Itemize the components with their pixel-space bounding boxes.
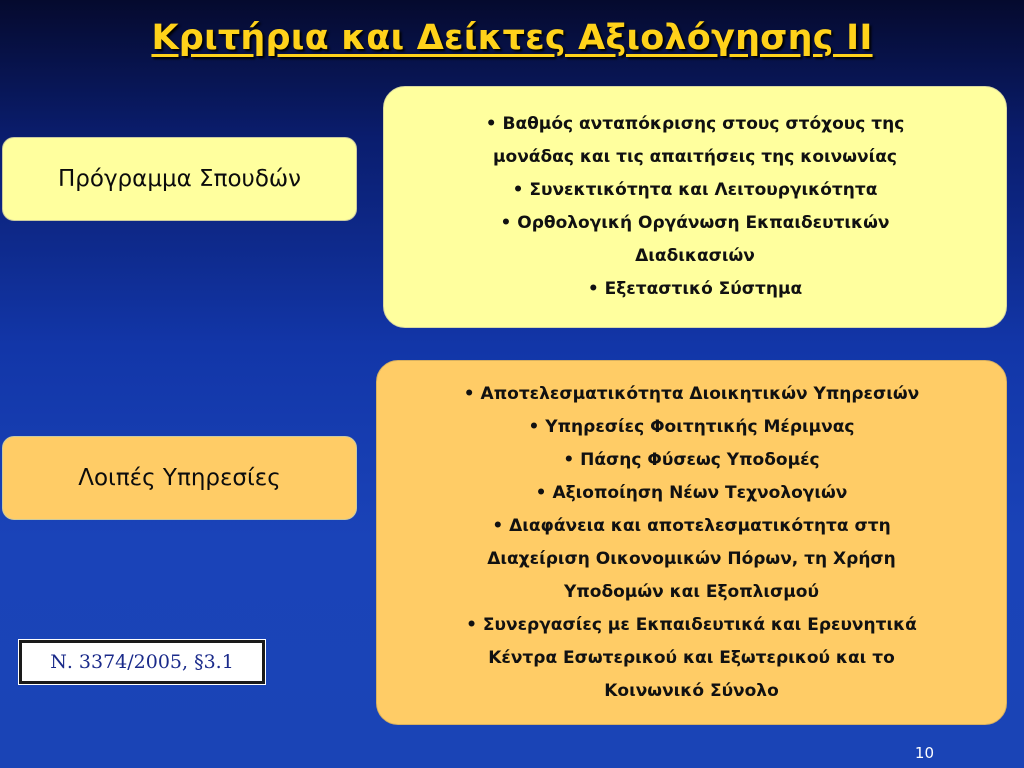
curriculum-criteria-line: Διαδικασιών [635,246,755,266]
services-criteria-line: • Υπηρεσίες Φοιτητικής Μέριμνας [528,416,855,437]
services-criteria-line: • Αξιοποίηση Νέων Τεχνολογιών [535,482,848,503]
curriculum-label-box [2,137,357,221]
page-number: 10 [914,744,934,762]
curriculum-criteria-line: • Εξεταστικό Σύστημα [587,279,803,299]
curriculum-criteria-box [383,86,1007,328]
services-criteria-line: Υποδομών και Εξοπλισμού [564,581,819,602]
curriculum-criteria-line: μονάδας και τις απαιτήσεις της κοινωνίας [493,147,897,167]
curriculum-criteria-line: • Ορθολογική Οργάνωση Εκπαιδευτικών [500,213,890,233]
other-services-label: Λοιπές Υπηρεσίες [78,465,281,491]
curriculum-criteria-line: • Συνεκτικότητα και Λειτουργικότητα [512,180,878,200]
services-criteria-line: • Συνεργασίες με Εκπαιδευτικά και Ερευνητικά [466,614,917,635]
curriculum-label: Πρόγραμμα Σπουδών [57,166,302,192]
curriculum-criteria-line: • Βαθμός ανταπόκρισης στους στόχους της [485,114,905,134]
services-criteria-line: Κοινωνικό Σύνολο [604,680,779,701]
law-reference: Ν. 3374/2005, §3.1 [19,640,265,684]
services-criteria-line: Κέντρα Εσωτερικού και Εξωτερικού και το [488,647,895,668]
services-criteria-line: • Διαφάνεια και αποτελεσματικότητα στη [492,515,891,536]
services-criteria-line: • Αποτελεσματικότητα Διοικητικών Υπηρεσιών [463,383,920,404]
other-services-label-box [2,436,357,520]
slide-title: Κριτήρια και Δείκτες Αξιολόγησης ΙΙ [151,18,873,58]
services-criteria-line: • Πάσης Φύσεως Υποδομές [563,449,820,470]
services-criteria-box [376,360,1007,725]
services-criteria-line: Διαχείριση Οικονομικών Πόρων, τη Χρήση [487,548,896,569]
